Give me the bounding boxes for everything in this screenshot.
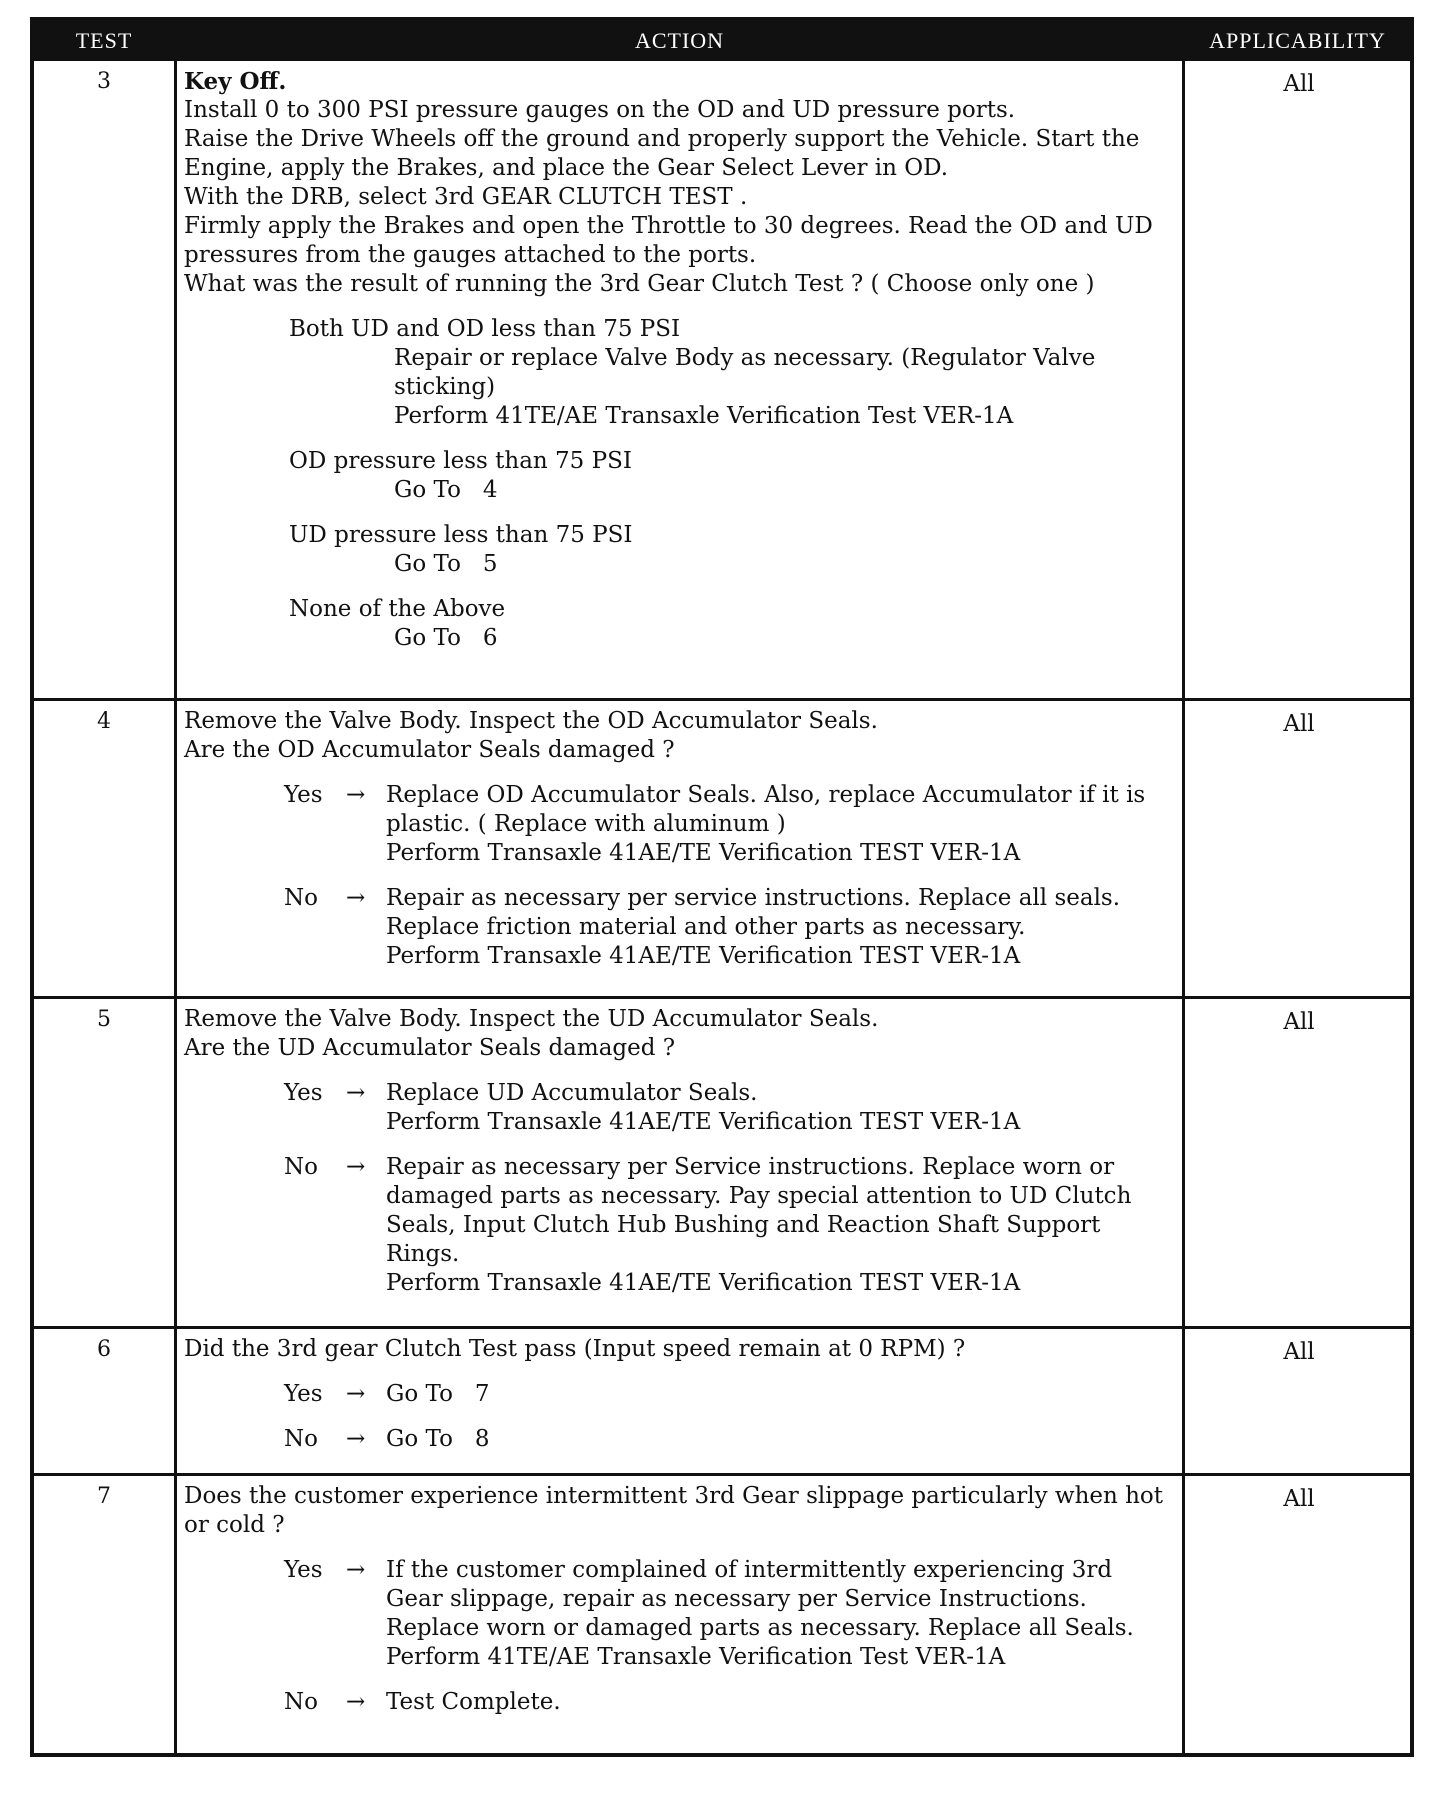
option-condition: OD pressure less than 75 PSI	[289, 448, 632, 474]
option-condition: Both UD and OD less than 75 PSI	[289, 316, 681, 342]
test-row-3	[34, 61, 1410, 698]
header-action: ACTION	[177, 21, 1182, 61]
test-action	[184, 67, 1174, 653]
arrow-icon: →	[346, 1080, 366, 1106]
answer-key: No	[284, 1689, 318, 1715]
applicability-value: All	[1283, 1339, 1315, 1365]
test-number: 5	[97, 1007, 111, 1032]
option-action: Go To 6	[394, 625, 498, 651]
action-line: or cold ?	[184, 1512, 285, 1538]
action-line: Engine, apply the Brakes, and place the Gear Select Lever in OD.	[184, 155, 949, 181]
test-title: Key Off.	[184, 68, 287, 95]
answer-key: No	[284, 1426, 318, 1452]
action-line: Remove the Valve Body. Inspect the OD Accumulator Seals.	[184, 708, 878, 734]
answer-key: Yes	[284, 782, 323, 808]
answer-yes	[284, 1556, 1174, 1672]
test-action	[184, 1482, 1174, 1717]
answer-line: Replace OD Accumulator Seals. Also, replace Accumulator if it is	[386, 782, 1146, 808]
option-action: Perform 41TE/AE Transaxle Verification Test VER-1A	[394, 403, 1014, 429]
action-line: Did the 3rd gear Clutch Test pass (Input speed remain at 0 RPM) ?	[184, 1336, 966, 1362]
answer-line: Perform Transaxle 41AE/TE Verification TEST VER-1A	[386, 840, 1021, 866]
applicability-value: All	[1283, 711, 1315, 737]
answer-no	[284, 884, 1174, 971]
arrow-icon: →	[346, 1154, 366, 1180]
action-line: With the DRB, select 3rd GEAR CLUTCH TEST .	[184, 184, 748, 210]
answer-line: plastic. ( Replace with aluminum )	[386, 811, 786, 837]
action-line: Are the OD Accumulator Seals damaged ?	[184, 737, 675, 763]
test-action	[184, 1005, 1174, 1298]
answer-line: If the customer complained of intermittently experiencing 3rd	[386, 1557, 1113, 1583]
answer-line: Repair as necessary per Service instructions. Replace worn or	[386, 1154, 1115, 1180]
option-action: Go To 5	[394, 551, 498, 577]
option-condition: None of the Above	[289, 596, 506, 622]
option-action: Repair or replace Valve Body as necessary. (Regulator Valve	[394, 345, 1096, 371]
answer-key: Yes	[284, 1080, 323, 1106]
action-line: pressures from the gauges attached to the ports.	[184, 242, 757, 268]
test-row-4	[34, 701, 1410, 996]
answer-key: No	[284, 1154, 318, 1180]
answer-line: Gear slippage, repair as necessary per Service Instructions.	[386, 1586, 1087, 1612]
arrow-icon: →	[346, 1557, 366, 1583]
answer-no	[284, 1688, 1174, 1717]
test-action	[184, 707, 1174, 971]
arrow-icon: →	[346, 782, 366, 808]
answer-line: Rings.	[386, 1241, 460, 1267]
test-number: 3	[97, 69, 111, 94]
answer-line: Go To 8	[386, 1426, 490, 1452]
action-line: Firmly apply the Brakes and open the Throttle to 30 degrees. Read the OD and UD	[184, 213, 1153, 239]
applicability-value: All	[1283, 71, 1315, 97]
answer-line: Test Complete.	[386, 1689, 561, 1715]
answer-line: Perform Transaxle 41AE/TE Verification TEST VER-1A	[386, 943, 1021, 969]
answer-yes	[284, 1380, 1174, 1409]
answer-line: Perform Transaxle 41AE/TE Verification TEST VER-1A	[386, 1109, 1021, 1135]
answer-key: Yes	[284, 1381, 323, 1407]
answer-line: Perform 41TE/AE Transaxle Verification Test VER-1A	[386, 1644, 1006, 1670]
action-line: Are the UD Accumulator Seals damaged ?	[184, 1035, 676, 1061]
option-action: sticking)	[394, 374, 496, 400]
answer-line: Perform Transaxle 41AE/TE Verification TEST VER-1A	[386, 1270, 1021, 1296]
action-line: Does the customer experience intermittent 3rd Gear slippage particularly when hot	[184, 1483, 1164, 1509]
test-row-5	[34, 999, 1410, 1326]
header-test: TEST	[34, 21, 174, 61]
answer-key: Yes	[284, 1557, 323, 1583]
test-number: 6	[97, 1337, 111, 1362]
answer-no	[284, 1425, 1174, 1454]
arrow-icon: →	[346, 1426, 366, 1452]
answer-line: Replace friction material and other parts as necessary.	[386, 914, 1026, 940]
test-row-6	[34, 1329, 1410, 1473]
answer-line: Seals, Input Clutch Hub Bushing and Reaction Shaft Support	[386, 1212, 1101, 1238]
test-number: 7	[97, 1484, 111, 1509]
action-line: Install 0 to 300 PSI pressure gauges on the OD and UD pressure ports.	[184, 97, 1016, 123]
applicability-value: All	[1283, 1486, 1315, 1512]
test-action	[184, 1335, 1174, 1454]
action-line: Remove the Valve Body. Inspect the UD Accumulator Seals.	[184, 1006, 879, 1032]
arrow-icon: →	[346, 1381, 366, 1407]
answer-line: Replace worn or damaged parts as necessary. Replace all Seals.	[386, 1615, 1134, 1641]
answer-key: No	[284, 885, 318, 911]
answer-no	[284, 1153, 1174, 1298]
answer-line: Repair as necessary per service instructions. Replace all seals.	[386, 885, 1121, 911]
option-action: Go To 4	[394, 477, 498, 503]
answer-line: damaged parts as necessary. Pay special attention to UD Clutch	[386, 1183, 1132, 1209]
applicability-value: All	[1283, 1009, 1315, 1035]
test-number: 4	[97, 709, 111, 734]
option-condition: UD pressure less than 75 PSI	[289, 522, 633, 548]
arrow-icon: →	[346, 885, 366, 911]
answer-line: Replace UD Accumulator Seals.	[386, 1080, 758, 1106]
answer-line: Go To 7	[386, 1381, 490, 1407]
diagnostic-table	[30, 17, 1414, 1757]
action-line: What was the result of running the 3rd Gear Clutch Test ? ( Choose only one )	[184, 271, 1095, 297]
arrow-icon: →	[346, 1689, 366, 1715]
answer-yes	[284, 1079, 1174, 1137]
answer-yes	[284, 781, 1174, 868]
test-row-7	[34, 1476, 1410, 1756]
action-line: Raise the Drive Wheels off the ground and properly support the Vehicle. Start the	[184, 126, 1140, 152]
header-applicability: APPLICABILITY	[1185, 21, 1410, 61]
